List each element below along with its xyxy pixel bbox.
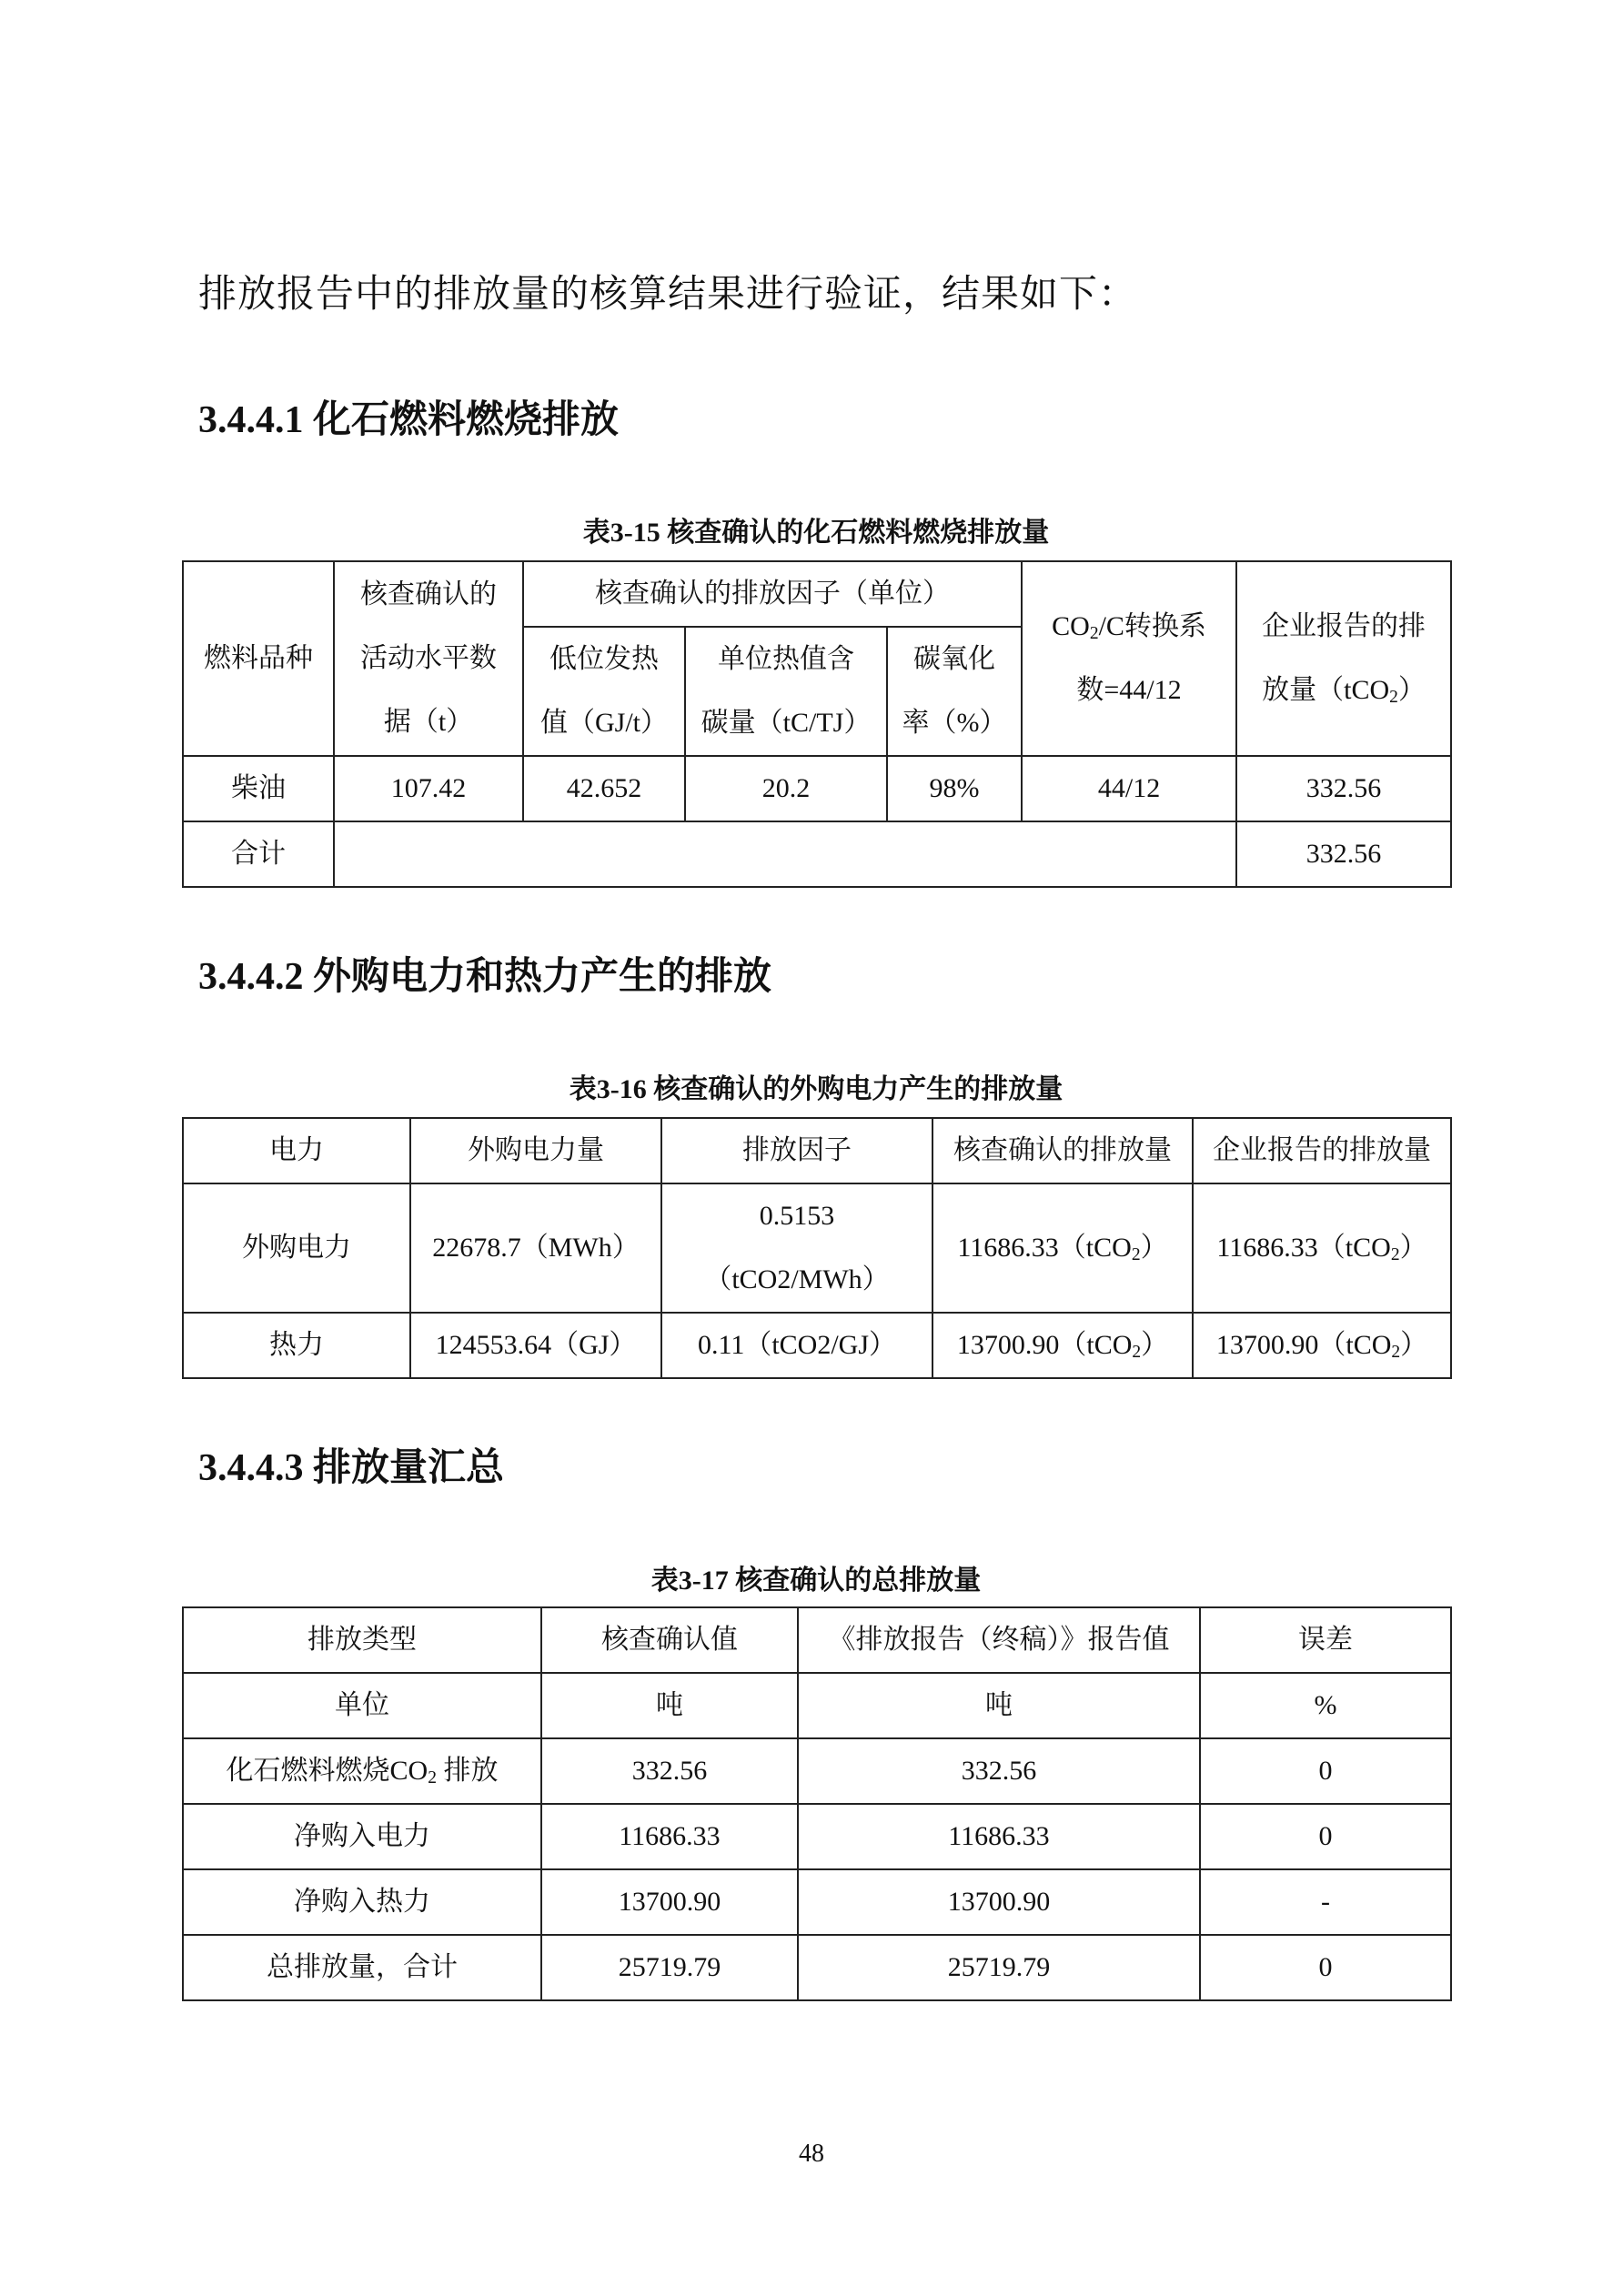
cell-total-empty [334,821,1236,887]
table-row [183,1313,1451,1378]
section-heading-fossil: 3.4.4.1 化石燃料燃烧排放 [198,399,620,441]
table-3-17-caption: 表3-17 核查确认的总排放量 [650,1566,982,1596]
cell-unit-reported: 吨 [798,1673,1200,1738]
section-heading-summary: 3.4.4.3 排放量汇总 [198,1447,505,1489]
cell-heat-amount: 124553.64（GJ） [410,1313,661,1378]
cell-reported: 11686.33 [798,1804,1200,1869]
header-error: 误差 [1200,1607,1451,1673]
header-emission-factor: 核查确认的排放因子（单位） [523,561,1022,627]
section-heading-purchased: 3.4.4.2 外购电力和热力产生的排放 [198,956,772,998]
cell-heat-reported: 13700.90（tCO$_2$） [1193,1313,1451,1378]
cell-conversion: 44/12 [1022,756,1236,821]
header-verified: 核查确认的排放量 [932,1118,1193,1183]
header-purchased-amount: 外购电力量 [410,1118,661,1183]
cell-verified: 332.56 [541,1738,798,1804]
cell-verified: 25719.79 [541,1935,798,2000]
header-verified: 核查确认值 [541,1607,798,1673]
cell-reported: 25719.79 [798,1935,1200,2000]
header-factor: 排放因子 [661,1118,932,1183]
cell-elec-reported: 11686.33（tCO$_2$） [1193,1183,1451,1313]
cell-elec-factor: 0.5153 （tCO2/MWh） [661,1183,932,1313]
cell-type: 总排放量，合计 [183,1935,541,2000]
table-3-16 [182,1117,1452,1379]
table-row [183,1935,1451,2000]
cell-activity: 107.42 [334,756,523,821]
cell-unit-verified: 吨 [541,1673,798,1738]
header-reported-emission: 企业报告的排 放量（tCO$_2$） [1236,561,1451,756]
cell-heat-label: 热力 [183,1313,410,1378]
cell-carbon-content: 20.2 [685,756,887,821]
cell-fuel: 柴油 [183,756,334,821]
cell-verified: 13700.90 [541,1869,798,1935]
cell-heat-verified: 13700.90（tCO$_2$） [932,1313,1193,1378]
cell-oxidation: 98% [887,756,1022,821]
cell-error: 0 [1200,1738,1451,1804]
cell-verified: 11686.33 [541,1804,798,1869]
table-3-17 [182,1606,1452,2001]
header-ncv: 低位发热 值（GJ/t） [523,627,685,756]
cell-total-label: 合计 [183,821,334,887]
cell-reported: 13700.90 [798,1869,1200,1935]
cell-elec-amount: 22678.7（MWh） [410,1183,661,1313]
cell-type: 净购入电力 [183,1804,541,1869]
cell-elec-label: 外购电力 [183,1183,410,1313]
header-conversion-factor: $CO_2/C$转换系 数=44/12 [1022,561,1236,756]
cell-heat-factor: 0.11（tCO2/GJ） [661,1313,932,1378]
cell-ncv: 42.652 [523,756,685,821]
cell-reported: 332.56 [798,1738,1200,1804]
table-row [183,1183,1451,1313]
cell-type: 净购入热力 [183,1869,541,1935]
table-3-15 [182,560,1452,888]
header-fuel-type: 燃料品种 [183,561,334,756]
cell-type: 化石燃料燃烧$CO_2$ 排放 [183,1738,541,1804]
table-total-row [183,821,1451,887]
table-3-15-caption: 表3-15 核查确认的化石燃料燃烧排放量 [582,518,1050,548]
header-reported: 《排放报告（终稿）》报告值 [798,1607,1200,1673]
page-number: 48 [799,2140,824,2168]
table-row [183,1738,1451,1804]
table-row [183,756,1451,821]
cell-unit-error: % [1200,1673,1451,1738]
table-row [183,1804,1451,1869]
table-3-16-caption: 表3-16 核查确认的外购电力产生的排放量 [569,1074,1064,1104]
header-activity-data: 核查确认的 活动水平数 据（t） [334,561,523,756]
intro-paragraph: 排放报告中的排放量的核算结果进行验证，结果如下： [198,274,1138,316]
cell-unit-label: 单位 [183,1673,541,1738]
cell-emission: 332.56 [1236,756,1451,821]
table-units-row [183,1673,1451,1738]
cell-error: - [1200,1869,1451,1935]
table-row [183,1869,1451,1935]
header-oxidation-rate: 碳氧化 率（%） [887,627,1022,756]
cell-total-value: 332.56 [1236,821,1451,887]
cell-error: 0 [1200,1804,1451,1869]
cell-elec-verified: 11686.33（tCO$_2$） [932,1183,1193,1313]
header-power: 电力 [183,1118,410,1183]
header-type: 排放类型 [183,1607,541,1673]
header-carbon-content: 单位热值含 碳量（tC/TJ） [685,627,887,756]
cell-error: 0 [1200,1935,1451,2000]
header-reported: 企业报告的排放量 [1193,1118,1451,1183]
